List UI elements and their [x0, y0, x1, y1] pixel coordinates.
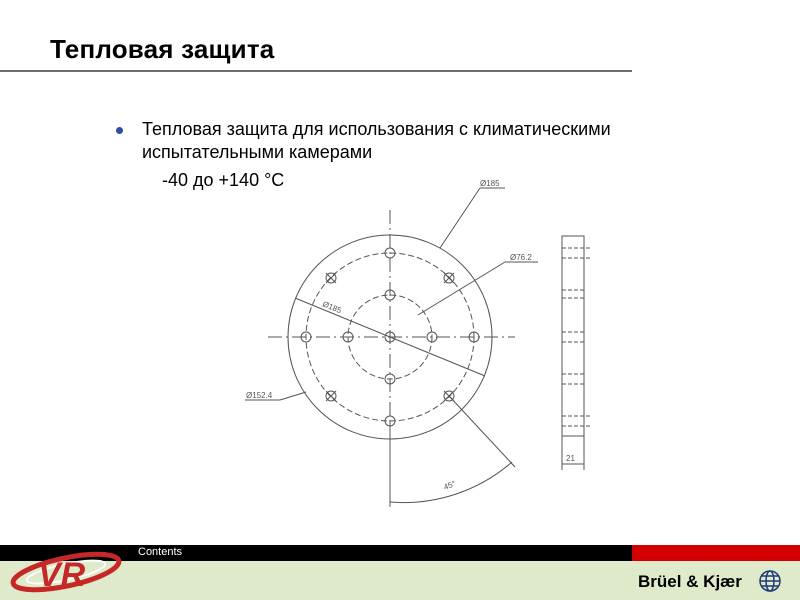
dim-outer-label: Ø185 — [480, 179, 500, 188]
bullet-text: Тепловая защита для использования с климатическими испытательными камерами — [142, 119, 611, 162]
brand-name: Brüel & Kjær — [638, 572, 742, 591]
dim-diag-label: Ø185 — [321, 299, 343, 316]
dim-inner-label: Ø76.2 — [510, 253, 532, 262]
technical-drawing — [240, 172, 600, 517]
globe-icon — [758, 569, 782, 593]
dim-bolt-label: Ø152.4 — [246, 391, 273, 400]
thickness-label: 21 — [566, 454, 575, 463]
angle-label: 45° — [442, 478, 457, 492]
title-divider — [0, 70, 632, 72]
side-view — [562, 236, 584, 436]
slide-title: Тепловая защита — [50, 34, 275, 64]
bullet-dot-icon — [116, 127, 123, 134]
vr-logo-text: VR — [38, 556, 86, 594]
temperature-range: -40 до +140 °C — [162, 170, 285, 190]
vr-logo — [8, 548, 128, 598]
footer-red-bar — [632, 545, 800, 561]
contents-link[interactable]: Contents — [138, 546, 183, 558]
